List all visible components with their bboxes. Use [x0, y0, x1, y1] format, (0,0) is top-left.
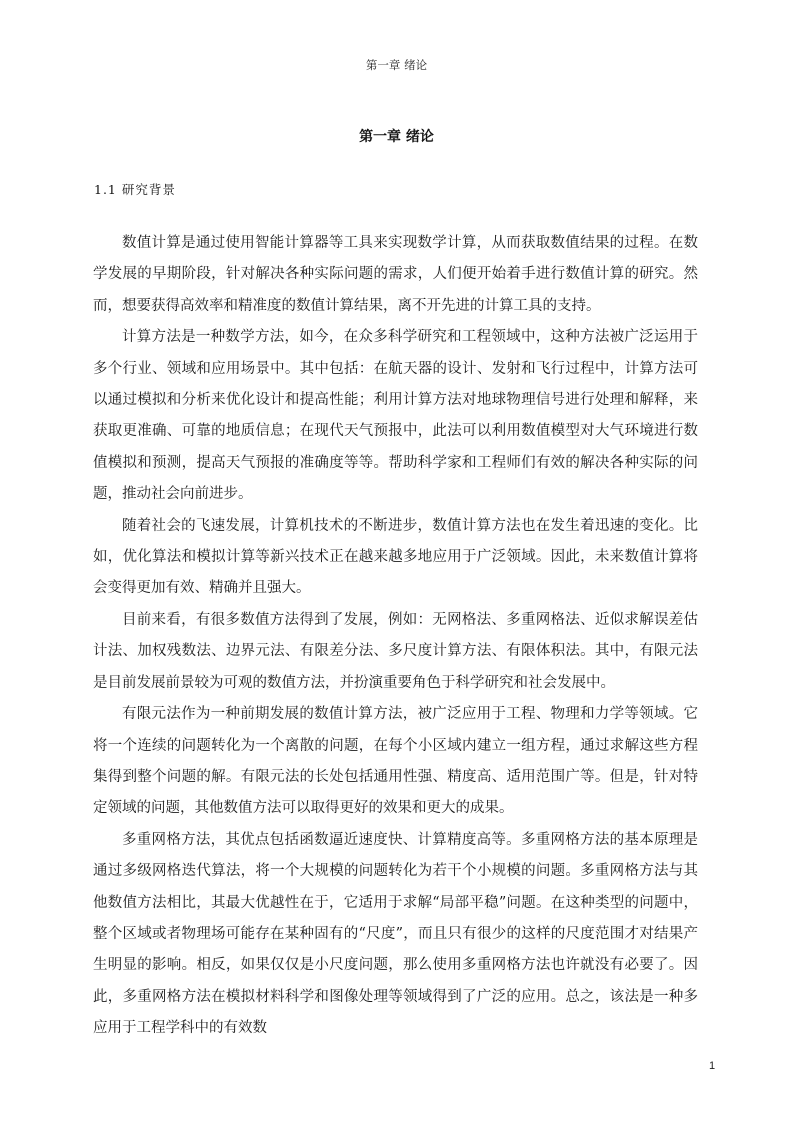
paragraph: 多重网格方法，其优点包括函数逼近速度快、计算精度高等。多重网格方法的基本原理是通过多级网格迭代算法，将一个大规模的问题转化为若干个小规模的问题。多重网格方法与其他数值方法相比，其最大优越性在于，它适用于求解“局部平稳”问题。在这种类型的问题中，整个区域或者物理场可能存在某种固有的“尺度”，而且只有很少的这样的尺度范围才对结果产生明显的影响。相反，如果仅仅是小尺度问题，那么使用多重网格方法也许就没有必要了。因此，多重网格方法在模拟材料科学和图像处理等领域得到了广泛的应用。总之，该法是一种多应用于工程学科中的有效数 [93, 831, 698, 1037]
section-heading: 1.1 研究背景 [94, 182, 176, 197]
running-header: 第一章 绪论 [365, 58, 428, 72]
body-text [93, 228, 698, 1045]
paragraph: 目前来看，有很多数值方法得到了发展，例如：无网格法、多重网格法、近似求解误差估计法、加权残数法、边界元法、有限差分法、多尺度计算方法、有限体积法。其中，有限元法是目前发展前景较为可观的数值方法，并扮演重要角色于科学研究和社会发展中。 [93, 611, 698, 691]
paragraph: 有限元法作为一种前期发展的数值计算方法，被广泛应用于工程、物理和力学等领域。它将一个连续的问题转化为一个离散的问题，在每个小区域内建立一组方程，通过求解这些方程集得到整个问题的解。有限元法的长处包括通用性强、精度高、适用范围广等。但是，针对特定领域的问题，其他数值方法可以取得更好的效果和更大的成果。 [93, 706, 698, 817]
page-number: 1 [709, 1060, 716, 1072]
paragraph: 计算方法是一种数学方法，如今，在众多科学研究和工程领域中，这种方法被广泛运用于多个行业、领域和应用场景中。其中包括：在航天器的设计、发射和飞行过程中，计算方法可以通过模拟和分析来优化设计和提高性能；利用计算方法对地球物理信号进行处理和解释，来获取更准确、可靠的地质信息；在现代天气预报中，此法可以利用数值模型对大气环境进行数值模拟和预测，提高天气预报的准确度等等。帮助科学家和工程师们有效的解决各种实际的问题，推动社会向前进步。 [93, 329, 698, 503]
chapter-title: 第一章 绪论 [359, 129, 434, 145]
paragraph: 数值计算是通过使用智能计算器等工具来实现数学计算，从而获取数值结果的过程。在数学发展的早期阶段，针对解决各种实际问题的需求，人们便开始着手进行数值计算的研究。然而，想要获得高效率和精准度的数值计算结果，离不开先进的计算工具的支持。 [93, 235, 698, 314]
paragraph: 随着社会的飞速发展，计算机技术的不断进步，数值计算方法也在发生着迅速的变化。比如，优化算法和模拟计算等新兴技术正在越来越多地应用于广泛领域。因此，未来数值计算将会变得更加有效、精确并且强大。 [93, 517, 698, 597]
